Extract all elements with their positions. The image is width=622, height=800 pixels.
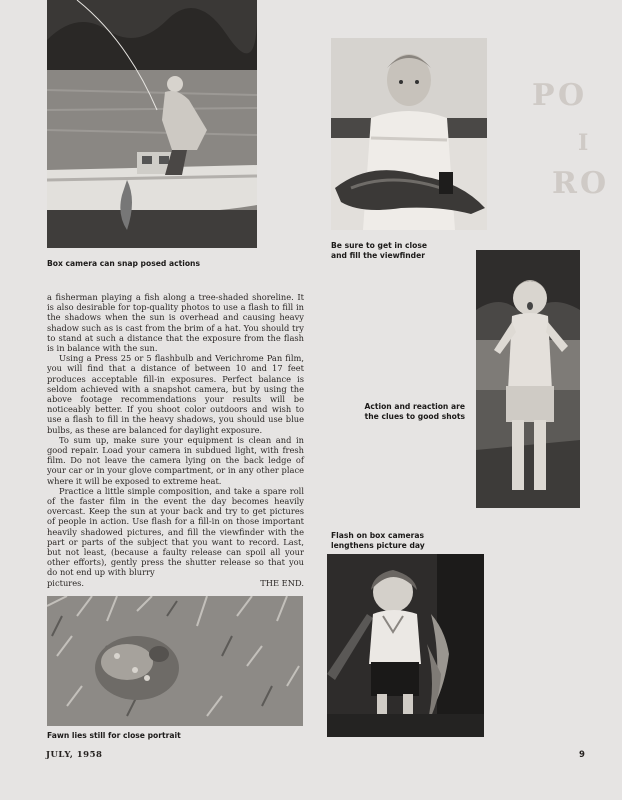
fisherman-boat-photo <box>47 0 257 248</box>
article-paragraph: Using a Press 25 or 5 flashbulb and Verichrome Pan film, you will find that a distance of between 10 and 17 feet produces acceptable fill-in exposures. Perfect balance is seldom achieved with a snapshot camera, but by using the above footage recommendations your results will be noticeably better. If you shoot color outdoors and wish to use a flash to fill in the heavy shadows, you should use blue bulbs, as these are balanced for daylight exposure. <box>47 353 304 435</box>
article-paragraph: Practice a little simple composition, and take a spare roll of the faster film in the event the day becomes heavily overcast. Keep the sun at your back and try to get pictures of people in action. Use flash for a fill-in on those important heavily shadowed pictures, and fill the viewfinder with the part or parts of the subject that you want to record. Last, but not least, (because a faulty release can spoil all your other efforts), gently press the shutter release so that you do not end up with blurry <box>47 485 304 578</box>
boy-with-fish-photo <box>331 38 487 230</box>
girl-photo-caption: Flash on box cameras lengthens picture day <box>331 531 425 550</box>
article-last-line: pictures. <box>47 577 85 588</box>
boy-photo-caption: Be sure to get in close and fill the viewfinder <box>331 241 428 260</box>
article-body <box>47 292 304 588</box>
toddler-photo-caption: Action and reaction are the clues to good shots <box>364 402 465 421</box>
fawn-photo <box>47 596 303 726</box>
issue-date: JULY, 1958 <box>46 750 103 760</box>
toddler-photo <box>476 250 580 508</box>
the-end-mark: THE END. <box>260 577 304 588</box>
article-paragraph: a fisherman playing a fish along a tree-shaded shoreline. It is also desirable for top-quality photos to use a flash to fill in the shadows when the sun is overhead and causing heavy shadow such as is cast from the brim of a hat. You should try to stand at such a distance that the exposure from the flash is in balance with the sun. <box>47 292 304 354</box>
fawn-photo-caption: Fawn lies still for close portrait <box>47 731 181 740</box>
girl-with-fish-photo <box>327 554 484 737</box>
bleed-through-text: P O I R O <box>532 78 607 201</box>
article-closing-line <box>47 578 304 588</box>
page-number: 9 <box>579 750 585 760</box>
article-paragraph: To sum up, make sure your equipment is clean and in good repair. Load your camera in subdued light, with fresh film. Do not leave the camera lying on the back ledge of your car or in your glove compartment, or in any other place where it will be exposed to extreme heat. <box>47 434 304 486</box>
fisherman-photo-caption: Box camera can snap posed actions <box>47 259 200 268</box>
